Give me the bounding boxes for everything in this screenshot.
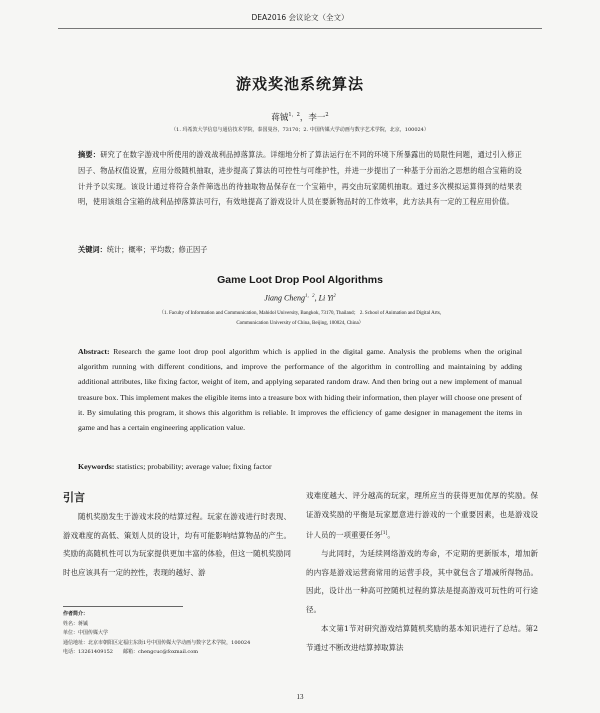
english-title: Game Loot Drop Pool Algorithms bbox=[217, 274, 383, 286]
running-header: DEA2016 会议论文（全文） bbox=[251, 13, 349, 22]
english-author-2: , Li Yi bbox=[314, 293, 334, 303]
english-affiliation-line-2: Communication University of China, Beijing, 100024, China） bbox=[236, 320, 364, 326]
citation-ref: [1] bbox=[381, 530, 388, 536]
chinese-title: 游戏奖池系统算法 bbox=[235, 75, 364, 93]
chinese-affiliation: （1. 玛希敦大学信息与通信技术学院，泰国曼谷，73170；2. 中国传媒大学动画与数字艺术学院，北京，100024） bbox=[171, 127, 429, 133]
english-author-1: Jiang Cheng bbox=[264, 293, 305, 303]
left-column bbox=[63, 508, 291, 582]
footnote-line: 电话：13261409152 邮箱：chengcuc@foxmail.com bbox=[63, 649, 198, 655]
footnote-line: 姓名：蒋铖 bbox=[63, 620, 89, 627]
chinese-author-2-affil: 2 bbox=[325, 112, 329, 119]
english-keywords bbox=[78, 462, 522, 471]
right-column-paragraph-1 bbox=[306, 487, 538, 545]
section-heading-introduction: 引言 bbox=[63, 491, 85, 504]
chinese-authors bbox=[200, 111, 400, 123]
chinese-author-1: 蒋铖 bbox=[271, 113, 289, 123]
right-column-paragraph-1-end: 。 bbox=[387, 530, 395, 540]
footnote-line: 单位：中国传媒大学 bbox=[63, 630, 109, 636]
chinese-author-1-affil: 1，2 bbox=[288, 112, 300, 119]
chinese-keywords-text: 统计；概率；平均数；修正因子 bbox=[106, 245, 208, 254]
right-column-paragraph-2: 与此同时，为延续网络游戏的寿命，不定期的更新版本，增加新的内容是游戏运营商常用的运营手段，其中就包含了增减所得物品。因此，设计出一种高可控随机过程的算法是提高游戏可玩性的可行途径。 bbox=[306, 548, 538, 615]
left-column-paragraph: 随机奖励发生于游戏末段的结算过程。玩家在游戏进行时表现、游戏难度的高低、策划人员的设计，均有可能影响结算物品的产生。奖励的高随机性可以为玩家提供更加丰富的体验，但这一随机奖励同时也应该具有一定的控性，表现的越好、游 bbox=[63, 512, 291, 577]
chinese-keywords bbox=[78, 245, 522, 255]
english-affiliation-line-1: （1. Faculty of Information and Communication, Mahidol University, Bangkok, 73170, Thailand； 2. School of Animation and Digital Arts, bbox=[158, 311, 442, 316]
footnote-heading: 作者简介： bbox=[63, 611, 89, 617]
chinese-author-2: ，李一 bbox=[299, 113, 326, 123]
english-keywords-label: Keywords: bbox=[78, 462, 115, 471]
author-footnote bbox=[63, 610, 299, 658]
chinese-abstract bbox=[78, 147, 522, 210]
english-affiliation bbox=[85, 309, 515, 328]
chinese-abstract-text: 研究了在数字游戏中所使用的游戏战利品掉落算法。详细地分析了算法运行在不同的环境下所暴露出的局限性问题，通过引入修正因子、物品权值设置，应用分级随机抽取，进步提高了算法的可控性与可维护性，并进一步提出了一种基于分而治之思想的组合宝箱的设计并予以实现。该设计通过将符合条件筛选出的待抽取物品保存在一个宝箱中，再交由玩家随机抽取。通过多次模拟运算得到的结果表明，使用该组合宝箱的战利品掉落算法可行，有效地提高了游戏设计人员在要新物品时的工作效率，此方法具有一定的工程应用价值。 bbox=[78, 150, 522, 207]
header-rule bbox=[58, 28, 542, 29]
english-author-1-affil: 1，2 bbox=[304, 294, 315, 299]
english-author-2-affil: 2 bbox=[333, 294, 336, 299]
footnote-line: 通信地址：北京市朝阳区定福庄东街1号中国传媒大学动画与数字艺术学院，100024 bbox=[63, 639, 251, 646]
english-abstract-text: Research the game loot drop pool algorithm which is applied in the digital game. Analysis the problems when the original algorithm running with different conditions, and improve the performance of the algorithm in controlling and maintaining by adding additional attributes, like fixing factor, weight of item, and applying separated random draw. And then bring out a new implement of manual treasure box. This implement makes the eligible items into a treasure box with hiding their information, then player will choose one present of it. By simulating this program, it shows this algorithm is reliable. It improves the efficiency of game designer in management the items in game and has a certain engineering application value. bbox=[78, 347, 523, 433]
english-authors bbox=[200, 292, 400, 303]
english-abstract-label: Abstract: bbox=[78, 347, 110, 356]
chinese-abstract-label: 摘要： bbox=[78, 150, 101, 159]
right-column-paragraph-1-text: 戏难度越大、评分越高的玩家，理所应当的获得更加优厚的奖励。保证游戏奖励的平衡是玩家愿意进行游戏的一个重要因素，也是游戏设计人员的一项重要任务 bbox=[306, 491, 538, 540]
footnote-rule bbox=[63, 606, 183, 607]
right-column-paragraph-3: 本文第1节对研究游戏结算随机奖励的基本知识进行了总结。第2节通过不断改进结算掉取算法 bbox=[306, 624, 538, 652]
english-abstract bbox=[78, 344, 522, 435]
right-column bbox=[306, 487, 538, 658]
chinese-keywords-label: 关键词： bbox=[78, 245, 107, 254]
english-keywords-text: statistics; probability; average value; fixing factor bbox=[116, 462, 272, 471]
page-number: 13 bbox=[296, 693, 304, 701]
